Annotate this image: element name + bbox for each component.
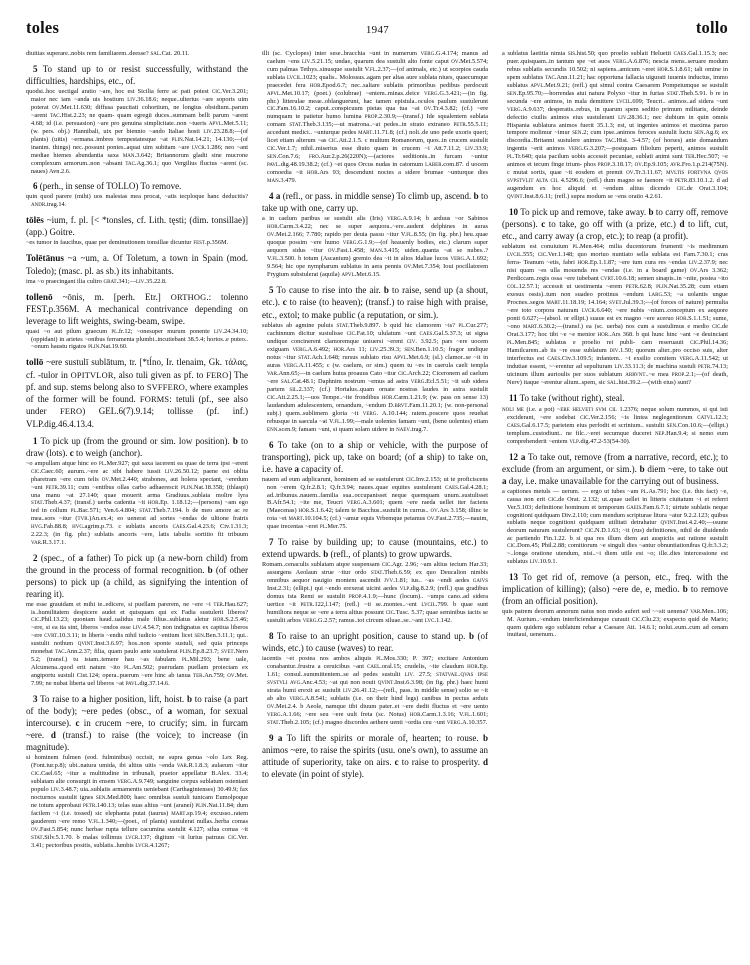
text-column-2 — [262, 50, 488, 965]
citation-block: Romam..cenaculis sublatam atqoe suspensam cic.Agr. 2.96; ~am altius tectum Har.33; assurgens Aeolaun strue ~itur ordo stat.Theb.6.59; ex quo Deucalion nimbis omnibus aequor nauigio montem ascendit jvv.1.81; ius.. ~as ~endi aedes gaivs Inst.2.31; (ellipt.) qui ~endo erexerat uicini aedes vlp.dig.8.2.9; (refl.) qua gradibus domus ista Remi se sustulit prop.4.1.9;—hunc (locum).. ~umps cano..ad sidera uertice ~it petr.122,l.147; (refl.) ~ti se..montes..~ent lvcil.799. b quae sunt humiliora neque se ~ere a terra altius possunt cic.Tusc. 5.37; quae seminibus iactis se sustulit arbos verg.G.2.57; ramus..tot circum siluae..se..~ant lvc.1.142. — [262, 561, 489, 625]
entry-headword: tōlēs — [26, 214, 44, 225]
citation-block: illi (sc. Cyclopes) inter sese..bracchia ~unt in numerum verg.G.4.174; manus ad caelum ~ens liv.5.21.15; undae, quarum dea sustulit alto fonte caput ov.Met.5.574; cum palmas Tethys..sinusque sustulit V.fl.2.37;—(of animals, etc.) ut scorpios cauda sublata lvcil.1023; qualis.. Molossus..agam per altas aure sublata niues, quaecumque praecedet fera hor.Epod.6.7; nec..saltare sublatis primoribus pedibus perdocuit apvl.Met.10.17; (poet.) (colubrae) ~entem..minas..deice verg.G.3.421;—(in fig. phr.) litterulae meae..oblanguerunt, hac tamen epistula..oculos paulum sustulerunt cic.Fam.16.10.2; caput..conspicuum pietas qua tua ~at ov.Tr.4.3.82; (cf.) ~ere numquam te patietur humo lumina prop.2.30.9;—(transf.) Ide squalentem sublata comam stat.Theb.3.135;—ut matrona..~at pedes..in strato extraneo petr.55.5.11; accedunt medici.. ~unturque pedes mart.11.71.8; (cf.) noli..de uno pede uxoris queri; licet etiam alterum ~as cic.Att.2.1.5. c multum Romanorum, quos..in crucem sustulit cic.Ver.1.7; nihil..miserius esse diuto quam in crucem ~i Att.7.11.2; liv.33.9; sen.Con.7.6; fro.Aur.2.p.26(220N);—(actores seditionis..in furcam ~untur pavl.dig.48.19.38.2; (cf.) ~et quos Orcus nudas in catomum laber.com.87. d uocem comoedia ~it hor.Ars 93; descendunt noctes a sidere brumae ~unturque dies man.3.479. — [262, 50, 489, 185]
sense-definition: 13 To get rid of, remove (a person, etc., freq. with the implication of killing); (also) ~ere de, e, medio. b to remove (from an official position). — [502, 571, 728, 606]
sense-definition: 10 To pick up and remove, take away. b to carry off, remove (persons). c to take, go off with (a prize, etc.) d to lift, cut, etc., and carry away (a crop, etc.); to reap (a profit). — [502, 207, 728, 242]
sense-definition: 8 To raise to an upright position, cause to stand up. b (of winds, etc.) to cause (waves) to rear. — [262, 631, 489, 654]
citation-block: a captiones metuls — uerum. — ergo ut iubes ~am pl.As.791; hoc (i.e. this fact) ~e, causa non erit cic.de Orat. 2.132; ut..quae uellet in litteris ciuitatum ~i et referri Ver.5.103; definitione hominum et temporum gaeis.Fam.6.7.1; uirtute sublatis neque cognitioni quidquam Div.2.110; cum mendum scripturae litura ~atur 9.2.2.123; quibus sublatis neque cognitioni quidquam utilitati detrahatur qvint.Inst.4.2.40;—ısuıne deorum naturam sustulerunt? cic.N.D.1.63; ~it (rus) definitiones, nihil de diuidendo ac partiendo Fin.1.22. b si qua res illum diem aut auspiciis aut ratione sustulit cic.Dom.45; Phil.2.88; comitiorum ~e singuli dies ~antur obnuntiationibus Q.fr.3.3.2; ~..longa oratione utendum, nisi..~i diem utile est ~o; ille..dies intercessione est sublatus liv.10.9.1. — [502, 487, 728, 565]
citation-block: ~es tumor in faucibus, quae per deminutionem tonsillae dicuntur fest.p.356M. — [26, 239, 229, 247]
citation-block: sublatus ab agmine puluis stat.Theb.9.897. b quid hic clamorem ~is? pl.Cur.277; cachinnum dicitur sustulisse cic.Fat.10; ululatum ~unt caes.Gal.5.37.3; ut signa undique concinerent clamoremque uniuersi ~erent civ. 3.92.5; pars ~ere uocem exiguam verg.A.6.492; hor.Ars 11; liv.25.39.3; sen.Ben.1.10.5; fragor undique notus ~itur stat.Ach.1.648; rursus sublato risu apvl.Met.6.9; (sl.) clamor..se ~it in auras verg.A.11.455; c (w. caelum, or sim.) quem tu ~es in caerula caeli templa var.Ann.65;—in caelum huius proauus Cato ~itur cic.Arch.22; Ciceronem ad caelum ~ere sal.Cat.48.1; Daphnim nostrum ~emus ad astra verg.Ecl.5.51; ~it sub sidera partem sil.2.337; (cf.) Hortalus..quam ornate nostras laudes in astra sustulit cic.Att.2.25.1;—uos Tempe..~ite frondibus hor.Carm.1.21.9; (w. pass on sense 13) laudandum adulescentem, ornandum, ~endum D.brvt.Fam.11.20.1; (w. non-personal subj.) quem..sublimem gloria ~it verg. A.10.144; ratem..poscere quos reuehat rebusque in saecula ~at V.fl.1.99;—male uolentes famam ~unt, (bene uolentes) etiam enn.scen.9; famam ~unt, si quam solam uidere in naev.trag.7. — [262, 321, 489, 433]
sense-definition: 4 a (refl., or pass. in middle sense) To climb up, ascend. b to take up with one, carry up. — [262, 191, 489, 214]
citation-block: nauem ad eum adplicarunt, hominem ad se sustulerunt cic.Inv.2.153; ut te proficiscens non ~erem Q.fr.2.8.1; Q.fr.3.94; naues..quae equites sustulerant caes.Gal.4.28.1; ad..tribunus..nauem..familia sua..occupanisset neque quemquam unum..sustulisset B.Afr.54.1; ~ite me, Teucri verg.A.3.601; quem ~ere raeda uellet iter faciens (Maecenas) hor.S.1.6.42; talem te Bacchus..sustulit in currus.. ov.Ars 3.158; illinc te rota ~et mart.10.104.5; (cf.) ~amur equis Vrbemque petamus ov.Fast.2.735;—nauim, quae trecentas ~eret pl.Mer.75. — [262, 475, 489, 531]
text-column-1 — [26, 50, 248, 965]
dictionary-entry — [26, 291, 248, 352]
entry-definition: tollenō ~ōnis, m. [perh. Etr.] ORTHOG.: tolenno FEST.p.356M. A mechanical contrivance depending on leverage to lift weights, swing-beam, swipe. — [26, 291, 249, 326]
text-column-3 — [502, 50, 728, 965]
sense-definition: 2 (spec., of a father) To pick up (a new-born child) from the ground in the process of formal recognition. b (of other persons) to pick up (a child, as signifying the intention of rearing it). — [26, 552, 249, 599]
sense-definition: 7 To raise by building up; to cause (mountains, etc.) to extend upwards. b (refl., of plants) to grow upwards. — [262, 537, 489, 560]
citation-block: me esse grauidam et mihi te..edicere, si puellam parerem, ne ~ere ~i ter.Hau.627; is..humilitatem despicere audet et quisquam qui ex Fadia sustulerit liberos? cic.Phil.13.23; quoniam haud..ualidus male filius..sublatus aletur hor.S.2.5.46; ~ere, si ea ita sint, liberos ~endos esse liv.4.54.7; non indignatus ex captiua liberos ~ere cvrt.10.3.11; in liberis ~endis nihil iudicio ~entium licet sen.Ben.3.11.1; qui.. sustulit nothum qvint.Inst.3.6.97; hos..non sponte sustuli, sed quia princeps monebat tac.Ann.2.37; filia, quam paulo ante sustulerat plin.Ep.8.23.7; svet.Nero 5.2; (transf.) tu istam..temere hau ~as fabulam pl.Mil.293; bene uale, Alcumena..quod erit natum ~ito pl.Am.502; puerudam puellam proiectam ex angiportu sustuli Cist.124; opera..puerum ~ere hinc ab ianua ter.An.759; ov.Met. 7.99; ne nubat liberta uel liberos ~at pavl.dig.37.14.6. — [26, 600, 249, 688]
citation-block: noli me (i.e. a pot) ~ere helveti svm cil 1.2376; neque solum nummos, si qui isti exciderant, ~ere sodebat cic.Ver.2.156; ~is lintea neglegentiorum catvl.12.3; caes.Gal.6.17.5; parietem eius perfodit et scrinium.. sustulit sen.Con.10.6;—(ellipt.) templum..custodiunt.. ne filc..~eret secumque duceret nep.Han.9.4; si nemo eum comprehenderit ~entem vlp.dig.47.2-53(54-30). — [502, 405, 728, 445]
dictionary-entry — [26, 252, 248, 285]
running-head-left: toles — [26, 18, 60, 37]
sense-definition: 11 To take (without right), steal. — [509, 393, 625, 404]
citation-block: a in caelum paribus se sustulit alis (Iris) verg.A.9.14; b arduus ~or Sabinos hor.Carm.3.4.22; nec se super aequora..~ere..audent delphines in auras ov.Met.2.166; 7.780; rapido per deuia passu ~itur V.fl.8.55; (in fig. phr.) heu..quae quoque possim ~ere humo verg.G.1.9;—(of heauenly bodies, etc.) clarum super aequorn sidus ~itur ov.Fast.1.458; man.3.415; uiden..quanta ~at se nubes..? V.fl.3.500. b totum (Ascanium) gremio dea ~it in altos Idaliae lucos verg.A.1.692; 9.564; hic ope nympharum sublatus in aera pennis ov.Met.7.354; Ioui pocillatorem Frygium substulerat (aquila) apvl.Met.6.15. — [262, 215, 489, 279]
entry-headword: Tolētānus — [26, 253, 64, 264]
sense-definition: 5 To stand up to or resist successfully, withstand the difficulties, hardships, etc., of. — [26, 64, 249, 87]
entry-definition: tōlēs ~ium, f. pl. [< *tonsles, cf. Lith. tęsti; (dim. tonsillae)] (app.) Goitre. — [26, 214, 249, 238]
entry-headword: tollō — [26, 357, 44, 368]
citation-block: sublatum est conuiuium pl.Men.464; milia ducentorum frumenti ~is medimnum lvcil.555; cic.Ver.1.148; quo mortuo nuntiato sella sublata est Fam.7.30.1; cras ferra- Teanum ~etis, fabri hor.Ep.1.1.87; ~ere tum cura res ~endas liv.2.37.9; nec nisi quam ~es ulla mouenda res ~endas (i.e. in a board game) ov.Ars 3.362; Perdiccam..regis ossa ~ere iubebant cvrt.10.6.18; semen sinapis..in ~nite, postea ~ito col.12.57.1; accessit ut uestimenta ~erem petr.62.8; plin.Nat.35.28; cum etiam exesus ossis)..tum non suadeo protinus ~endum larg.53; ~a uolantis ungue Procnes..segos mart.11.18.19; 14.164; svet.Jul.39.3;—(of forces of nature) permulta ~ere toto corpora naturam lvcr.6.640; ~ere nubis ~nium..conceptum ex aequore ponti 6.627;—(absol. or ellipt.) suaue est ex magno ~ere aceruo hor.S.1.1.51; sume, ~ono mart.6.30.2;—(transf.) ea (sc. uerba) nos cum a sustulimus e medio cic.de Orat.3.177; hoc tibi ~e ~e menior hor..Ars 368. b qui hunc hinc ~ant ~e deuinciant pl.Men.845; sublatus e proelio rei publi- cam reseruauit cic.Phil.14.36; Hamilcarem..ab iis ~re esse sublatum div.1.50; quorum alter..pro occiso suis, alter interfectus est caes.Civ.3.109.5; infantem.. ~t exsilio comitem verg.A.11.542; ut indutiae essent, ~~erentur ad sepulturam liv.33.11.3; de machina sustuli petr.74.13; uicinum illum aurioulis per suos sublatum arrvnt..~e mea prop.2.1;—(of death, Nerv) itaque ~erentur alium..spem, sic sal.hist.39.2.—(with eius) sunt? — [502, 243, 728, 387]
entry-definition: tollō ~ere sustulī sublātum, tr. [*tĺno, Ir. tlenaim, Gk. τάλας, cf. -tulor in OPITVLOR, also tuli given as pf. to FERO] The pf. and sup. stems belong also to SVFFERO, where examples of the former will be found. FORMS: tetuli (pf., see also under FERO) GEL.6(7).9.14; tollisse (pf. inf.) VLP.dig.46.4.13.4. — [26, 357, 249, 429]
sense-definition: 6 To take (on to a ship or vehicle, with the purpose of transporting), pick up, take on board; (of a ship) to take on, i.e. have a capacity of. — [262, 439, 489, 474]
citation-block: quodsi..hoc uectigal aratio ~are, hoc est Sicilia ferre ac pati potest cic.Ver.3.201; maior nec iam ~anda uis hostium liv.36.18.6; neque..ulterius ~are soporis uim poterat ov.Met.11.630; diffusa paucitati cohortium, ne longius obsidium..parum ~arent tac.Hist.2.23; ne quam- quam egregii duces..summam belli parum ~arent 4.68; id (i.e. persuasion) ~are pro genuina simplicitate..non ~tueris apvl.Met.5.11; (w. pers. obj.) Hannibali, uix per biennio ~ando Italiae hosti liv.23.28.8;—(of plants) (uitis) ~ermana..imbres tempestatesque ~at plin.Nat.14.21; 14.130;—(of inanim. things) nec..possunt pontes..aquai uim subitam ~are lvcr.1.286; neo ~ant mediae hiemes abundantia saxa man.3.642; Britannorum gladii sine mucrone complexum armorum..non ~absant tac.Ag.36.1; quo Vergilius fluctus ~arent (sc. naues) Avn.2.6. — [26, 88, 249, 176]
dictionary-entry — [26, 356, 248, 429]
citation-block: a sublatus laetitia nimia sis.hist.50; quo proelio sublati Heluetii caes.Gal.1.15.3; nec puer..quisquam..in tantum spe ~et auos verg.A.6.876; nescia mens..seruare modum rebus sublatis secundis 10.502; ni sapiens..amicum ~eret hor.S.1.8.61; tali omine in spem sublatus tac.Ann.11.21; hac opportuna fallacia uigurati iuuenis inductus, immo sublatus apvl.Met.9.21; (refl.) qui simul contra Caesarem Pompeiumque se sustulit sen.Ep.95.70;—horrendas atui natura Polyxo ~itur in furias stat.Theb.5.91. b re in secunda ~ere animos, in mala demittere lvcil.699; Teucri.. animos..ad sidera ~unt verg.A.9.637; desperatis..rebus, in quarum spem seditio primum militaris, deinde defectio ciuilis animos eius sustulerant liv.28.36.1; nec dubium in quin omnis Hispania sublatura animos fuerit 35.1.3; est, ut ingentes animos et maxima paruo tempore molimur ~imur sen.2; cum ipse..animos feroces sustulit luctu sen.Ag.6; ex discordia..Britanni sustulere animos tac.Hist. 3-4.57; (of horses) ante domandum ingentis ~erit animos verg.G.3.207;—postquam filiolum peperit, animos sustulit pl.Tr.640; quia pacilum uobis accessit pecuniae, sublati animi sunt ter.Hec.507; ~e animos et tecum finge trium- phos prop.3.18.17; ov.Ep.9.105; avr.Fro.1.p.214(75N). c mutat sortis, quae ~it eosdem et premit ov.Tr.3.11.67; mvltis fortvna qvos svpstvlit alta cil 4.5296.6; (refl.) dum magno se faenore ~it petr.83.10.1.2. d ad augendum ex hoc aliquid et ~endum altius dicendo cic.de Orat.3.104; qvint.Inst.8.6.11; (refl.) supra modum se ~ens oratio 4.2.61. — [502, 50, 728, 201]
sense-definition: 3 To raise to a higher position, lift, hoist. b to raise (a part of the body); ~ere pedes (obsc., of a woman, for sexual intercourse). c in crucem ~ere, to crucify; sim. in furcam ~ere. d (transf.) to raise (the voice); to increase (in magnitude). — [26, 694, 249, 753]
citation-block: quin quod parere (mihi) uos malestas mea procat, ~atis tecploque hanc deducitis? andr.trag.14. — [26, 193, 249, 208]
citation-block: ima ~o praecingant ilia cultro grat.341;—liv.35.22.8. — [26, 277, 167, 285]
sense-definition: 6 (perh., in sense of TOLLO) To remove. — [33, 181, 182, 192]
citation-block: iacentis ~et postea nos ambos aliquis pl.Mos.330; P. 397; excitare Antonium conabantur..frustra a ceruicibus ~ant cael.oral.15; crudelis, ~ite claudum hor.Ep. 1.61; consul..summittentem..se ad pedes sustulit liv. 27.5; statvae..qvas ipse svstvli avg.Anc.4.53; ~at qui non nouit qvint.Inst.6.3.98; (in fig. phr.) haec humi strata humi erexit ac sustulit liv.26.41.12;—(refl., pass. in middle sense) solio se ~it ab alto verg.A.8.541; sublatis (i.e. on their hind legs) canibus in pectus arduis ov.Met.2.4. b Aeole, namque tibi diuum pater..et ~ere dedit fluctus et ~ere uento verg.A.1.66; ~ere seu ~ere uult freta (sc. Notus) hor.Carm.1.3.16; V.fl.1.601; stat.Theb.2.105; (cf.) magno discordes aethere uenti ~ordia ceu ~unt verg.A.10.357. — [262, 655, 489, 727]
sense-definition: 5 To cause to rise into the air. b to raise, send up (a shout, etc.). c to raise (to heaven); (transf.) to raise high with praise, etc., extol; to make public (a reputation, or sim.). — [262, 285, 489, 320]
running-head-right: tollo — [695, 18, 728, 37]
column-container — [26, 50, 728, 965]
sense-definition: 12 a To take out, remove (from a narrative, record, etc.); to exclude (from an argument, or sim.). b diem ~ere, to take out a day, i.e. make unavailable for the carrying out of business. — [502, 451, 728, 486]
citation-block: si hominem fulmen (eod. fulminibus) occisit, ne supra genua ~olo Lex Reg.(Font.iur.p.8); ubi..natura umida, ibi altius uitis ~enda var.R.1.8.3; aulaeum ~itur cic.Cael.65; ~itur a multitudine in tribunali, praetor appellatur B.Alex. 33.4; sublatam alte consurgit in ensem verg.A.9.749; sanguine corpus sublatum ostentant populo liv.3.48.7; uia..sublatis armamentis ueniebant (Carthaginienses) 30.49.9; fax nocturnos sustulit ignes sen.Med.800; haec omnibus sustuli tunicam Eumolpoque ne totum approbaui petr.140.13; telas suas altius ~unt (araneí) plin.Nat.11.84; dum facilem ~i (i.e. tossed) sic elephanta putat (taurus) mart.sp.19.4; excusso..ratem gauderem ~ere remo V.fl.1.340;—(poet., of plants) sustulerat nullas..herba comas ov.Fast.5.854; nunc herbae rupta tellure cacumina sustulit 4.127; silua comas ~it stat.Silv.5.1.70. b malas tollimus lvcr.137; digitum ~it lurius patruus cic.Ver. 3.41; pectoribus positis, sublatis..lumbis lvcr.4.1267; — [26, 754, 249, 849]
sense-definition: 9 a To lift the spirits or morale of, hearten; to rouse. b animos ~ere, to raise the spirits (usu. one's own), to assume an attitude of superiority, take on airs. c to raise to prosperity. d to elevate (in point of style). — [262, 733, 489, 780]
citation-block: diuitias superare..nobis rem familiarem..deesse? sal.Cat. 20.11. — [26, 50, 190, 57]
entry-headword: tollenō — [26, 291, 53, 302]
page-number: 1947 — [365, 24, 390, 36]
entry-definition: Tolētānus ~a ~um, a. Of Toletum, a town in Spain (mod. Toledo); (masc. pl. as sb.) its inhabitants. — [26, 253, 249, 276]
citation-block: quis patrem deorum annorum natus non modo aufert sed ~~sit uenena? var.Men..106; M. Aurium..~endum interficiendumque curauit cic.Clu.23; exspecto quid de Mario; quem quidem ego sublatum rebar a Caesare Att. 14.6.1; nolui..eum..cum ad cenam inuitaui, uenenum.. — [502, 607, 728, 639]
citation-block: ~o ampullam atque hinc eo pl.Mer.927; qui saxa iacerent ea quae de terra ipsi ~erent cic.Caec.60; aurum..~ere ac sibi habere iussit liv.26.50.12; paene est oblita pharetram ~ere cum telis ov.Met.2.440; strabones, aut holera spectant, ~eredum ~unt petr.39.11; cum ~entibus ollas carbo adhaerescit plin.Nat.18.358; (thlaspi) una manu ~at 27.140; quae mouerit arma Gradiuus..sublata molire lyra stat.Theb.4.37; (transf.) uerba cadentia ~it hor.Ep. 1.18.12;—(persons) ~am ego ted in collum pl.Bac.571; Ven.6.4.804; stat.Theb.7.194. b de meo amore ac re mea..sors ~itur (tvr.)An.ex.4; eo uenerat ad sortes ~endas de ultione fratris hvg.Fab.88.8; hvg.agrim.p.73. c sublatis ancoris caes.Gal.4.23.6; Civ.1.31.3; 2.22.3; (in fig. phr.) sublatis ancoris ~ere, latis tabulis sortitio fit tribuum var.R.3.17.1. — [26, 459, 249, 546]
sense-definition: 1 To pick up (from the ground or sim. low position). b to draw (lots). c to weigh (anchor). — [26, 435, 249, 458]
dictionary-entry — [26, 214, 248, 247]
citation-block: quasi ~o aut pilum graecum pl.fr.12; ~onesuper murum ponente liv.24.34.10; (oppidani) in arietes ~onibus ferramenta plumbi..incutiebant 38.5.4; hortos..e puteo.. ~onum haustu rigatos plin.Nat.19.60. — [26, 328, 249, 351]
running-head — [26, 18, 728, 44]
